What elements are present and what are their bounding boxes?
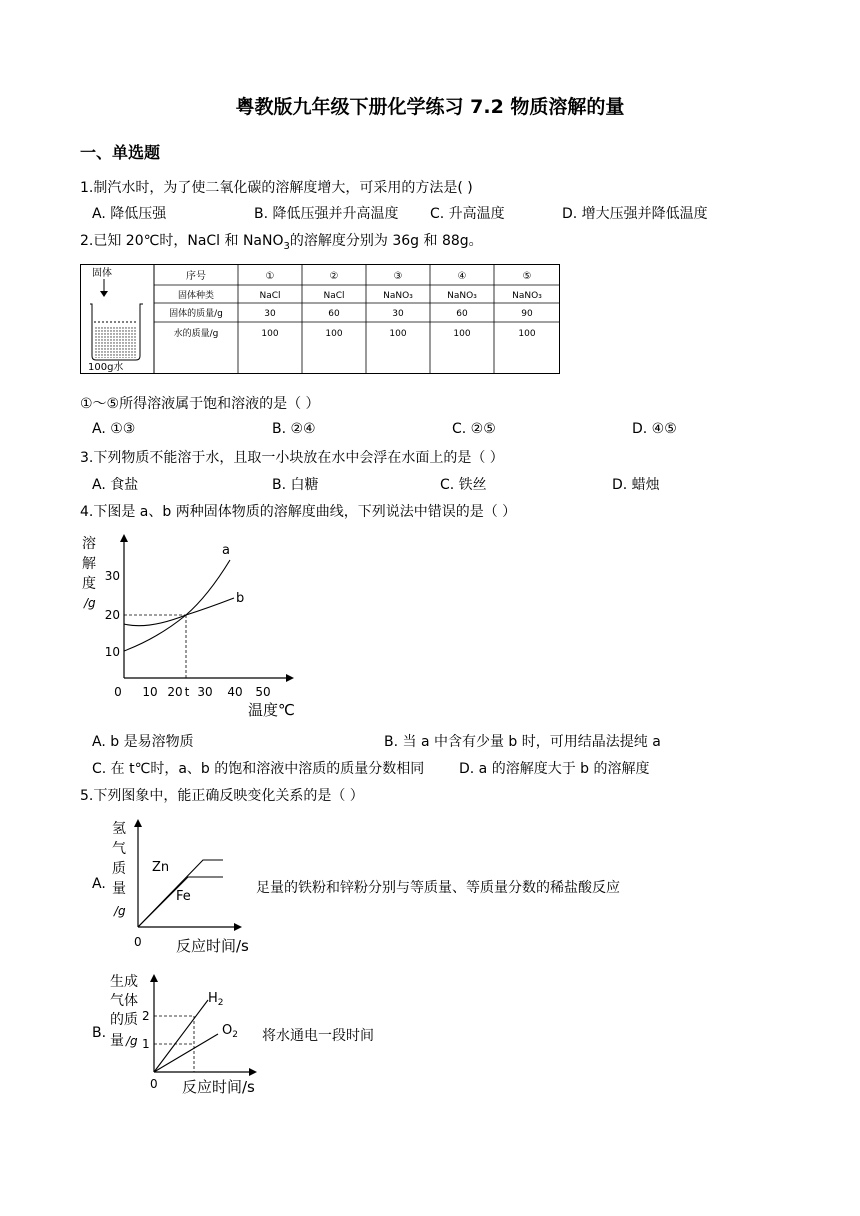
question-1-stem: 1.制汽水时，为了使二氧化碳的溶解度增大，可采用的方法是( ) <box>80 180 473 196</box>
table-header-0: 序号 <box>186 271 206 282</box>
q5a-description: 足量的铁粉和锌粉分别与等质量、等质量分数的稀盐酸反应 <box>256 880 620 896</box>
q4-xtick: 40 <box>227 685 243 699</box>
q4-xtick: 0 <box>114 685 122 699</box>
table-cell: 100 <box>453 329 471 339</box>
curve-b <box>124 598 234 626</box>
q4-ylabel-char: 解 <box>82 556 96 572</box>
curve-a-label: a <box>222 543 230 558</box>
q3-option-a[interactable]: A. 食盐 <box>92 477 139 493</box>
q5b-ylabel-line: 生成 <box>110 974 138 990</box>
table-cell: 60 <box>328 309 340 319</box>
q2-option-d[interactable]: D. ④⑤ <box>632 421 677 437</box>
q5a-zn-label: Zn <box>152 860 170 875</box>
q5a-ylabel-char: 质 <box>112 861 126 877</box>
q3-option-b[interactable]: B. 白糖 <box>272 477 319 493</box>
table-header-5: ⑤ <box>522 271 532 282</box>
q5b-ytick-1: 1 <box>142 1037 150 1051</box>
page-title: 粤教版九年级下册化学练习 7.2 物质溶解的量 <box>235 96 625 118</box>
q5a-ylabel-char: 氢 <box>112 821 126 837</box>
table-cell: 固体种类 <box>177 291 215 301</box>
q5b-ylabel-line: 气体 <box>110 993 138 1009</box>
q5b-h2-label <box>208 991 224 1008</box>
table-cell: NaNO₃ <box>383 291 413 301</box>
table-header-4: ④ <box>457 271 467 282</box>
table-cell: NaCl <box>259 291 281 301</box>
section-heading: 一、单选题 <box>80 143 161 162</box>
o2-sub: 2 <box>232 1030 238 1040</box>
o2-text: O <box>222 1023 233 1038</box>
h2-text: H <box>208 991 218 1006</box>
question-4-stem: 4.下图是 a、b 两种固体物质的溶解度曲线，下列说法中错误的是（ ） <box>80 504 517 520</box>
q4-yunit: /g <box>84 596 96 610</box>
q4-ytick: 20 <box>104 608 120 622</box>
q4-option-a[interactable]: A. b 是易溶物质 <box>92 734 194 750</box>
q5a-xlabel: 反应时间/s <box>176 937 249 955</box>
q5b-origin: 0 <box>150 1077 158 1091</box>
h2-line <box>154 1000 208 1072</box>
q2-stem-sub: 3 <box>283 240 290 252</box>
q5b-description: 将水通电一段时间 <box>262 1028 374 1044</box>
q5b-yunit: /g <box>126 1034 138 1048</box>
table-cell: 100 <box>518 329 536 339</box>
q2-table-figure <box>80 264 562 376</box>
o2-line <box>154 1034 218 1072</box>
question-5-stem: 5.下列图象中，能正确反映变化关系的是（ ） <box>80 788 364 804</box>
table-cell: 90 <box>521 309 533 319</box>
q5b-ylabel-line: 的质 <box>110 1012 138 1028</box>
q3-option-d[interactable]: D. 蜡烛 <box>612 477 660 493</box>
q4-option-d[interactable]: D. a 的溶解度大于 b 的溶解度 <box>459 761 650 777</box>
q5a-ylabel-char: 量 <box>112 881 126 897</box>
q2-option-a[interactable]: A. ①③ <box>92 421 136 437</box>
q2-option-c[interactable]: C. ②⑤ <box>452 421 496 437</box>
q5a-yunit: /g <box>114 904 126 918</box>
table-cell: 30 <box>264 309 276 319</box>
table-cell: 100 <box>261 329 279 339</box>
q4-option-c[interactable]: C. 在 t℃时，a、b 的饱和溶液中溶质的质量分数相同 <box>92 761 425 777</box>
q1-option-d[interactable]: D. 增大压强并降低温度 <box>562 206 708 222</box>
table-cell: 60 <box>456 309 468 319</box>
table-cell: 100 <box>389 329 407 339</box>
q4-option-b[interactable]: B. 当 a 中含有少量 b 时，可用结晶法提纯 a <box>384 734 661 750</box>
table-cell: NaNO₃ <box>447 291 477 301</box>
q1-option-b[interactable]: B. 降低压强并升高温度 <box>254 206 399 222</box>
q5-option-b-label[interactable]: B. <box>92 1025 107 1041</box>
q2-stem-post: 的溶解度分别为 36g 和 88g。 <box>289 233 483 249</box>
q5b-xlabel: 反应时间/s <box>182 1078 255 1096</box>
q4-xtick: t <box>184 685 190 699</box>
q5-a-graph <box>108 815 258 955</box>
h2-sub: 2 <box>217 998 224 1008</box>
q5b-ytick-2: 2 <box>142 1009 150 1023</box>
q4-xtick: 20 <box>167 685 183 699</box>
q5b-o2-label <box>222 1023 238 1040</box>
q4-solubility-graph <box>78 530 308 720</box>
table-header-2: ② <box>329 271 339 282</box>
q2-sub-stem: ①～⑤所得溶液属于饱和溶液的是（ ） <box>80 396 320 412</box>
solution-dots <box>95 326 137 358</box>
question-2-stem <box>80 230 483 252</box>
table-cell: 30 <box>392 309 404 319</box>
table-cell: 水的质量/g <box>173 329 219 339</box>
q4-xlabel: 温度℃ <box>248 701 295 719</box>
beaker-bottom-label: 100g水 <box>88 362 124 373</box>
q4-ytick: 10 <box>104 645 120 659</box>
q2-stem-pre: 2.已知 20℃时，NaCl 和 NaNO <box>80 233 284 249</box>
q5-option-a-label[interactable]: A. <box>92 876 106 892</box>
table-header-3: ③ <box>393 271 403 282</box>
q5b-ylabel-line: 量 <box>110 1033 124 1049</box>
table-cell: 100 <box>325 329 343 339</box>
beaker-top-label: 固体 <box>92 268 112 279</box>
q4-ylabel-char: 度 <box>82 576 96 592</box>
q5a-fe-label: Fe <box>176 889 191 904</box>
q4-ylabel-char: 溶 <box>82 536 96 552</box>
q1-option-c[interactable]: C. 升高温度 <box>430 206 505 222</box>
table-cell: NaCl <box>323 291 345 301</box>
q3-option-c[interactable]: C. 铁丝 <box>440 477 487 493</box>
q4-xtick: 10 <box>142 685 158 699</box>
q4-ytick: 30 <box>104 569 120 583</box>
table-header-1: ① <box>265 271 275 282</box>
table-cell: 固体的质量/g <box>169 309 223 319</box>
q4-xtick: 50 <box>255 685 271 699</box>
question-3-stem: 3.下列物质不能溶于水，且取一小块放在水中会浮在水面上的是（ ） <box>80 450 504 466</box>
curve-b-label: b <box>236 591 245 606</box>
q5a-ylabel-char: 气 <box>112 841 126 857</box>
q1-option-a[interactable]: A. 降低压强 <box>92 206 167 222</box>
q2-option-b[interactable]: B. ②④ <box>272 421 316 437</box>
table-cell: NaNO₃ <box>512 291 542 301</box>
q5a-origin: 0 <box>134 935 142 949</box>
q4-xtick: 30 <box>197 685 213 699</box>
